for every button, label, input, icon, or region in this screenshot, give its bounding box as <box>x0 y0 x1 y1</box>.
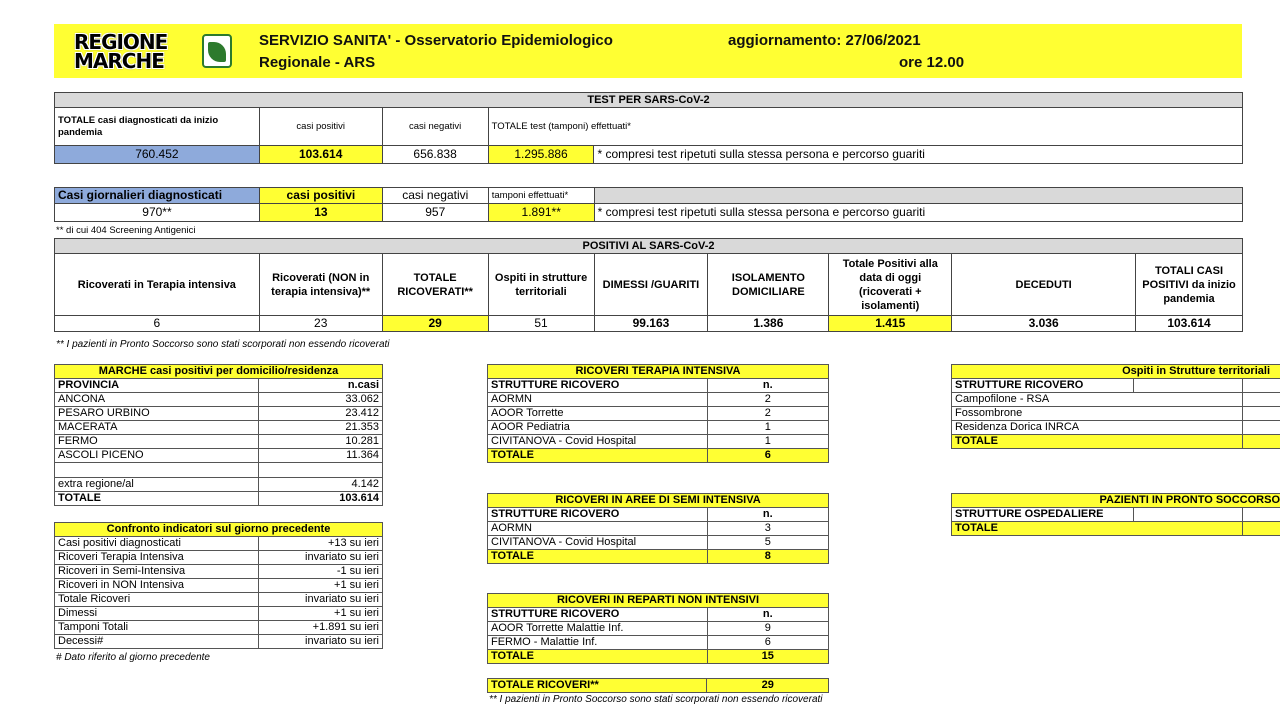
daily-footnote: ** di cui 404 Screening Antigenici <box>56 225 196 236</box>
totric-footnote: ** I pazienti in Pronto Soccorso sono stati scorporati non essendo ricoverati <box>489 694 823 705</box>
regione-marche-logo <box>74 32 234 72</box>
nonint-col2: n. <box>707 608 828 622</box>
daily-table <box>54 187 1243 222</box>
nonint-title: RICOVERI IN REPARTI NON INTENSIVI <box>488 594 829 608</box>
pos-header-tot-casi: TOTALI CASI POSITIVI da inizio pandemia <box>1136 254 1243 316</box>
pos-header-non-ti: Ricoverati (NON in terapia intensiva)** <box>259 254 382 316</box>
daily-tests-value: 1.891** <box>488 204 594 222</box>
table-row: CIVITANOVA - Covid Hospital 5 <box>488 536 829 550</box>
table-row: Residenza Dorica INRCA <box>952 421 1280 435</box>
ospiti-col1: STRUTTURE RICOVERO <box>952 379 1134 393</box>
test-pos-label: casi positivi <box>259 108 382 146</box>
table-row: Ricoveri in NON Intensiva +1 su ieri <box>55 579 383 593</box>
province-extra-label: extra regione/al <box>55 478 259 492</box>
daily-neg-label: casi negativi <box>382 188 488 204</box>
test-tests-note: * compresi test ripetuti sulla stessa persona e percorso guariti <box>594 146 1243 164</box>
daily-pos-label: casi positivi <box>259 188 382 204</box>
table-row: AOOR Torrette Malattie Inf. 9 <box>488 622 829 636</box>
table-row: AORMN 2 <box>488 393 829 407</box>
pos-value-dimessi: 99.163 <box>594 316 708 332</box>
ospiti-total-label: TOTALE <box>952 435 1243 449</box>
update-time: ore 12.00 <box>899 54 965 71</box>
pos-header-dimessi: DIMESSI /GUARITI <box>594 254 708 316</box>
positivi-table <box>54 238 1243 332</box>
province-title: MARCHE casi positivi per domicilio/residenza <box>55 365 383 379</box>
ps-total-label: TOTALE <box>952 522 1243 536</box>
table-row: Casi positivi diagnosticati +13 su ieri <box>55 537 383 551</box>
ps-clip <box>951 493 1280 539</box>
nonint-total-value: 15 <box>707 650 828 664</box>
totric-value: 29 <box>707 679 829 693</box>
ps-title: PAZIENTI IN PRONTO SOCCORSO <box>952 494 1280 508</box>
positivi-footnote: ** I pazienti in Pronto Soccorso sono stati scorporati non essendo ricoverati <box>56 339 390 350</box>
pos-value-non-ti: 23 <box>259 316 382 332</box>
province-total-label: TOTALE <box>55 492 259 506</box>
service-line2: Regionale - ARS <box>259 54 376 71</box>
pos-header-deceduti: DECEDUTI <box>952 254 1136 316</box>
update-date: aggiornamento: 27/06/2021 <box>728 32 921 49</box>
confronto-footnote: # Dato riferito al giorno precedente <box>56 652 210 663</box>
pos-value-isolamento: 1.386 <box>708 316 829 332</box>
pos-value-deceduti: 3.036 <box>952 316 1136 332</box>
table-row: Ricoveri Terapia Intensiva invariato su ieri <box>55 551 383 565</box>
test-total-label: TOTALE casi diagnosticati da inizio pandemia <box>55 108 260 146</box>
table-row: FERMO - Malattie Inf. 6 <box>488 636 829 650</box>
nonint-table <box>487 593 829 664</box>
pos-value-tot-positivi: 1.415 <box>829 316 952 332</box>
daily-total-value: 970** <box>55 204 260 222</box>
semi-col2: n. <box>707 508 828 522</box>
ospiti-clip <box>951 364 1280 454</box>
pos-header-ti: Ricoverati in Terapia intensiva <box>55 254 260 316</box>
table-row <box>55 478 383 492</box>
table-row: Decessi# invariato su ieri <box>55 635 383 649</box>
table-row: CIVITANOVA - Covid Hospital 1 <box>488 435 829 449</box>
nonint-total-label: TOTALE <box>488 650 708 664</box>
table-row: Tamponi Totali +1.891 su ieri <box>55 621 383 635</box>
service-line1: SERVIZIO SANITA' - Osservatorio Epidemiologico <box>259 32 613 49</box>
table-row: AOOR Pediatria 1 <box>488 421 829 435</box>
semi-title: RICOVERI IN AREE DI SEMI INTENSIVA <box>488 494 829 508</box>
table-row: AOOR Torrette 2 <box>488 407 829 421</box>
ti-table <box>487 364 829 463</box>
ps-col1: STRUTTURE OSPEDALIERE <box>952 508 1134 522</box>
pos-value-ti: 6 <box>55 316 260 332</box>
totric-table <box>487 678 829 693</box>
table-row: FERMO 10.281 <box>55 435 383 449</box>
ti-total-label: TOTALE <box>488 449 708 463</box>
pos-value-tot-casi: 103.614 <box>1136 316 1243 332</box>
test-table <box>54 92 1243 164</box>
totric-label: TOTALE RICOVERI** <box>488 679 707 693</box>
province-total-value: 103.614 <box>259 492 383 506</box>
province-extra-value: 4.142 <box>259 478 383 492</box>
table-row: Totale Ricoveri invariato su ieri <box>55 593 383 607</box>
ti-total-value: 6 <box>707 449 828 463</box>
pos-header-ospiti: Ospiti in strutture territoriali <box>488 254 594 316</box>
province-col1: PROVINCIA <box>55 379 259 393</box>
regione-emblem-icon <box>202 34 232 68</box>
test-total-value: 760.452 <box>55 146 260 164</box>
table-row: MACERATA 21.353 <box>55 421 383 435</box>
test-neg-label: casi negativi <box>382 108 488 146</box>
logo-line1: REGIONE <box>74 30 168 54</box>
table-row: PESARO URBINO 23.412 <box>55 407 383 421</box>
ps-table <box>951 493 1280 536</box>
semi-col1: STRUTTURE RICOVERO <box>488 508 708 522</box>
test-tests-label: TOTALE test (tamponi) effettuati* <box>488 108 1242 146</box>
pos-header-isolamento: ISOLAMENTO DOMICILIARE <box>708 254 829 316</box>
ti-title: RICOVERI TERAPIA INTENSIVA <box>488 365 829 379</box>
table-row: Campofilone - RSA <box>952 393 1280 407</box>
table-row: AORMN 3 <box>488 522 829 536</box>
ospiti-title: Ospiti in Strutture territoriali <box>952 365 1280 379</box>
table-row: ASCOLI PICENO 11.364 <box>55 449 383 463</box>
semi-table <box>487 493 829 564</box>
test-tests-value: 1.295.886 <box>488 146 594 164</box>
daily-neg-value: 957 <box>382 204 488 222</box>
confronto-title: Confronto indicatori sul giorno precedente <box>55 523 383 537</box>
daily-tests-note: * compresi test ripetuti sulla stessa persona e percorso guariti <box>594 204 1242 222</box>
pos-header-tot-positivi: Totale Positivi alla data di oggi (ricoverati + isolamenti) <box>829 254 952 316</box>
pos-header-tot-ric: TOTALE RICOVERATI** <box>382 254 488 316</box>
table-row: ANCONA 33.062 <box>55 393 383 407</box>
daily-pos-value: 13 <box>259 204 382 222</box>
pos-value-ospiti: 51 <box>488 316 594 332</box>
confronto-table <box>54 522 383 649</box>
ti-col1: STRUTTURE RICOVERO <box>488 379 708 393</box>
province-table <box>54 364 383 506</box>
test-pos-value: 103.614 <box>259 146 382 164</box>
test-neg-value: 656.838 <box>382 146 488 164</box>
ti-col2: n. <box>707 379 828 393</box>
ospiti-table <box>951 364 1280 449</box>
semi-total-value: 8 <box>707 550 828 564</box>
province-col2: n.casi <box>259 379 383 393</box>
logo-line2: MARCHE <box>74 49 164 73</box>
daily-tests-label: tamponi effettuati* <box>488 188 594 204</box>
table-row: Dimessi +1 su ieri <box>55 607 383 621</box>
table-row: Ricoveri in Semi-Intensiva -1 su ieri <box>55 565 383 579</box>
semi-total-label: TOTALE <box>488 550 708 564</box>
pos-value-tot-ric: 29 <box>382 316 488 332</box>
positivi-title: POSITIVI AL SARS-CoV-2 <box>55 239 1243 254</box>
report-header <box>54 24 1242 78</box>
nonint-col1: STRUTTURE RICOVERO <box>488 608 708 622</box>
daily-label: Casi giornalieri diagnosticati <box>55 188 260 204</box>
table-row: Fossombrone <box>952 407 1280 421</box>
test-title: TEST PER SARS-CoV-2 <box>55 93 1243 108</box>
